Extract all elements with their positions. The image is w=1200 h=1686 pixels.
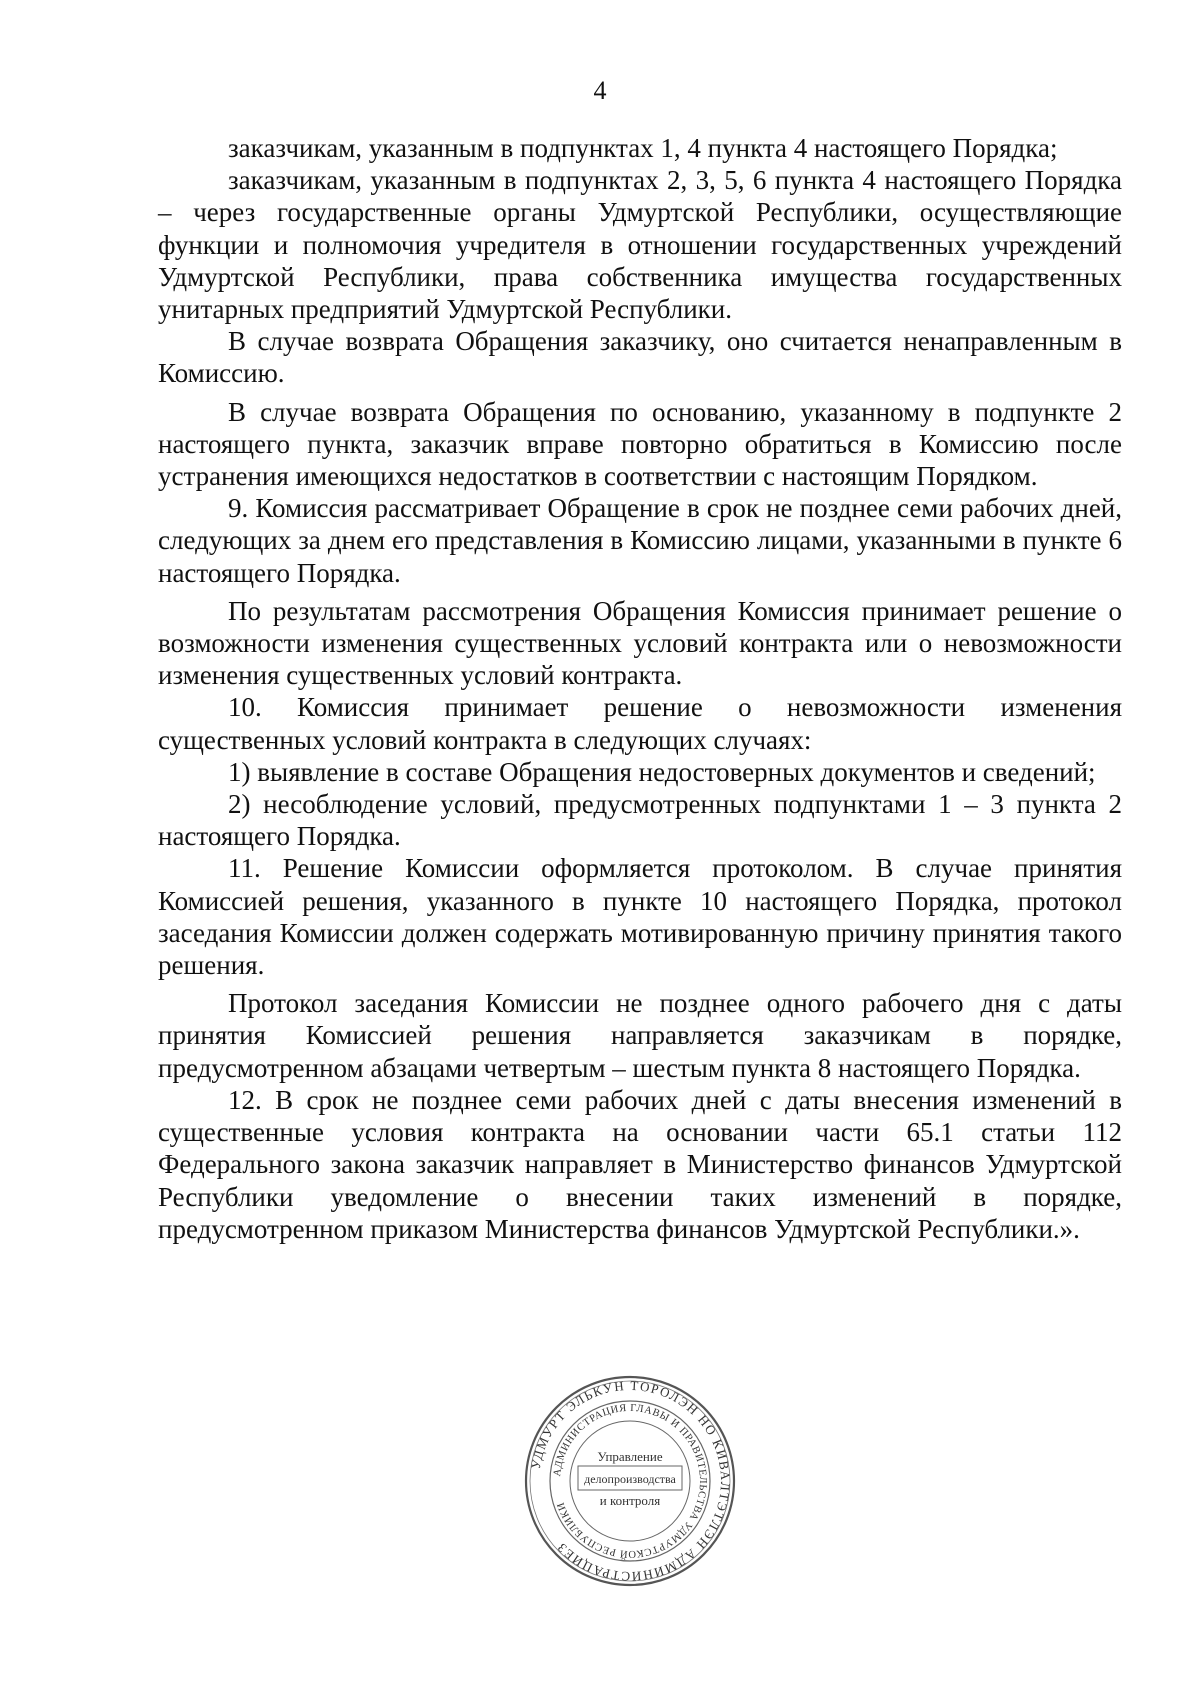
paragraph-8: 1) выявление в составе Обращения недостоверных документов и сведений; bbox=[228, 756, 1096, 787]
page-number: 4 bbox=[593, 76, 607, 105]
paragraph-4: В случае возврата Обращения по основанию, указанному в подпункте 2 настоящего пункта, заказчик вправе повторно обратиться в Комиссию после устранения имеющихся недостатков в соответствии с настоящим Порядком. bbox=[158, 396, 1122, 492]
paragraph-1: заказчикам, указанным в подпунктах 1, 4 пункта 4 настоящего Порядка; bbox=[228, 133, 1058, 163]
paragraph-12: 12. В срок не позднее семи рабочих дней с даты внесения изменений в существенные условия контракта на основании части 65.1 статьи 112 Федерального закона заказчик направляет в Министерство финансов Удмуртской Республики уведомление о внесении таких изменений в порядке, предусмотренном приказом Министерства финансов Удмуртской Республики.». bbox=[158, 1084, 1122, 1244]
paragraph-6: По результатам рассмотрения Обращения Комиссия принимает решение о возможности изменения существенных условий контракта или о невозможности изменения существенных условий контракта. bbox=[158, 595, 1122, 691]
paragraph-3: В случае возврата Обращения заказчику, оно считается ненаправленным в Комиссию. bbox=[158, 326, 1122, 389]
seal-outer-ring-text: УДМУРТ ЭЛЬКУН ТОРОЛЭН НО КИВАЛТЭТЛЭН АДМИНИСТРАЦИЕЗ bbox=[527, 1377, 734, 1585]
paragraph-2: заказчикам, указанным в подпунктах 2, 3, 5, 6 пункта 4 настоящего Порядка – через государственные органы Удмуртской Республики, осуществляющие функции и полномочия учредителя в отношении государственных учреждений Удмуртской Республики, права собственника имущества государственных унитарных предприятий Удмуртской Республики. bbox=[158, 165, 1122, 325]
paragraph-7: 10. Комиссия принимает решение о невозможности изменения существенных условий контракта в следующих случаях: bbox=[158, 692, 1122, 755]
seal-center-line-1: Управление bbox=[597, 1449, 663, 1464]
paragraph-5: 9. Комиссия рассматривает Обращение в срок не позднее семи рабочих дней, следующих за днем его представления в Комиссию лицами, указанными в пункте 6 настоящего Порядка. bbox=[158, 493, 1122, 588]
official-seal bbox=[522, 1373, 738, 1589]
seal-graphic bbox=[522, 1373, 738, 1589]
seal-center-line-2: делопроизводства bbox=[584, 1472, 676, 1486]
paragraph-10: 11. Решение Комиссии оформляется протоколом. В случае принятия Комиссией решения, указанного в пункте 10 настоящего Порядка, протокол заседания Комиссии должен содержать мотивированную причину принятия такого решения. bbox=[158, 853, 1122, 981]
seal-inner-ring-text: АДМИНИСТРАЦИЯ ГЛАВЫ И ПРАВИТЕЛЬСТВА УДМУРТСКОЙ РЕСПУБЛИКИ bbox=[552, 1402, 709, 1560]
document-body bbox=[158, 132, 1122, 1245]
paragraph-9: 2) несоблюдение условий, предусмотренных подпунктами 1 – 3 пункта 2 настоящего Порядка. bbox=[158, 789, 1122, 852]
seal-center-line-3: и контроля bbox=[599, 1493, 661, 1508]
paragraph-11: Протокол заседания Комиссии не позднее одного рабочего дня с даты принятия Комиссией решения направляется заказчикам в порядке, предусмотренном абзацами четвертым – шестым пункта 8 настоящего Порядка. bbox=[158, 988, 1122, 1083]
